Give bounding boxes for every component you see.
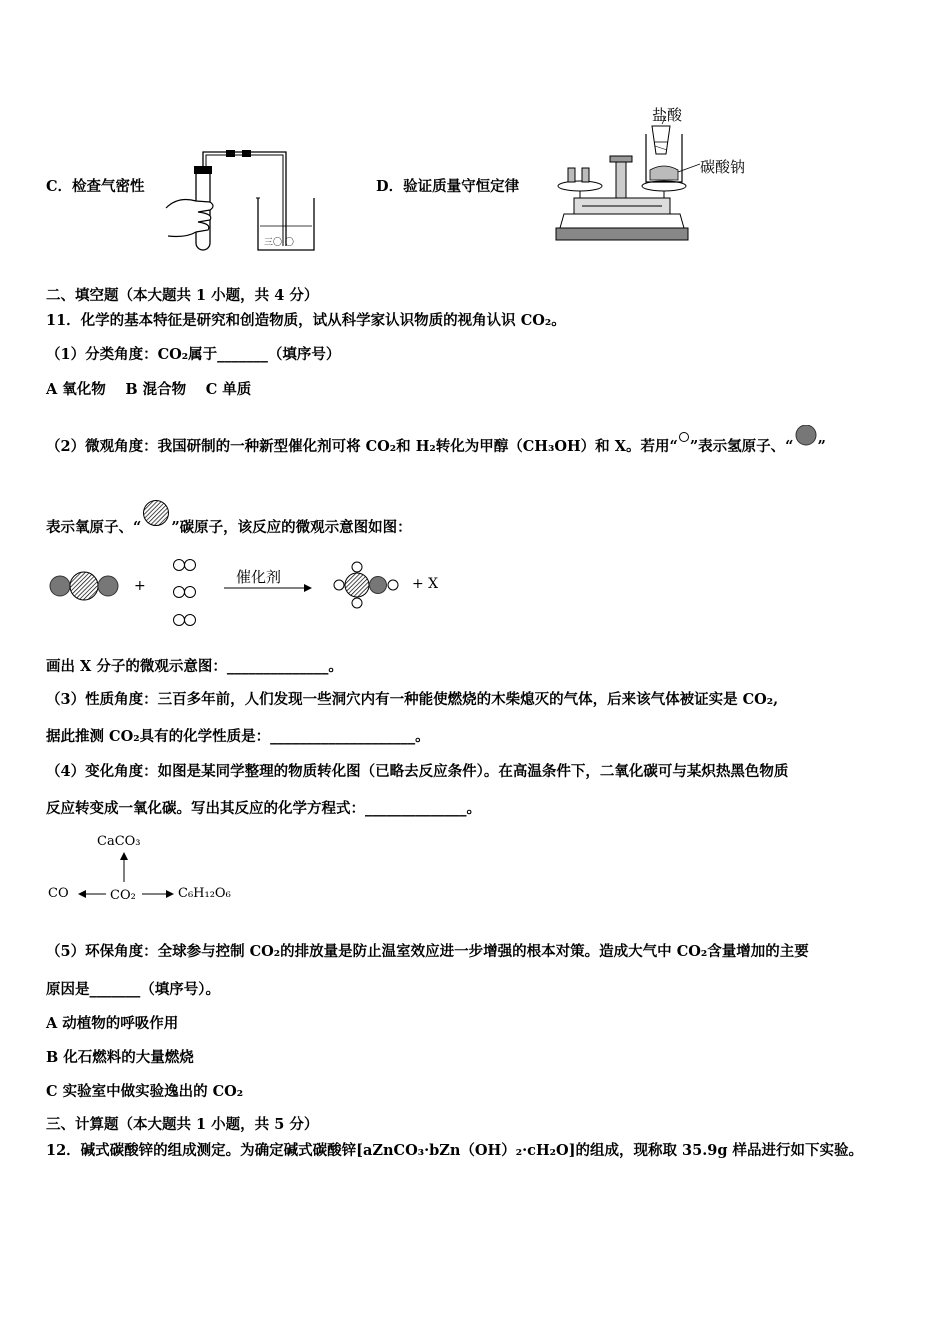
option-d-label: D．验证质量守恒定律 bbox=[376, 178, 520, 195]
q11-part3-line-b: 据此推测 CO₂具有的化学性质是：____________________。 bbox=[46, 728, 430, 745]
co2-oxygen-right bbox=[98, 576, 118, 596]
product-plus-x: + X bbox=[412, 576, 439, 592]
q11-part1-options: A 氧化物 B 混合物 C 单质 bbox=[46, 381, 252, 398]
q11-part2-line-b bbox=[46, 500, 412, 538]
methanol-carbon bbox=[345, 573, 369, 597]
q11-part2-text-end: ” bbox=[817, 438, 826, 455]
q11-part2-text-a: （2）微观角度：我国研制的一种新型催化剂可将 CO₂和 H₂转化为甲醇（CH₃OH）和 X。若用“ bbox=[46, 438, 678, 455]
h2-molecule bbox=[174, 615, 196, 626]
airtightness-apparatus-figure bbox=[158, 146, 318, 256]
section3-header: 三、计算题（本大题共 1 小题，共 5 分） bbox=[46, 1116, 319, 1133]
sodium-carbonate-label: 碳酸钠 bbox=[700, 158, 746, 176]
glucose-label: C₆H₁₂O₆ bbox=[178, 886, 231, 901]
transformation-diagram-arrows bbox=[46, 830, 266, 910]
co2-oxygen-left bbox=[50, 576, 70, 596]
q11-part4-line-b: 反应转变成一氧化碳。写出其反应的化学方程式：______________。 bbox=[46, 800, 481, 817]
h2-molecule bbox=[174, 587, 196, 598]
hydrogen-atom-icon bbox=[678, 431, 690, 445]
q11-part5-option-b: B 化石燃料的大量燃烧 bbox=[46, 1049, 194, 1066]
q11-draw-x: 画出 X 分子的微观示意图：______________。 bbox=[46, 658, 343, 675]
q12-stem: 12．碱式碳酸锌的组成测定。为确定碱式碳酸锌[aZnCO₃·bZn（OH）₂·cH₂O]的组成，现称取 35.9g 样品进行如下实验。 bbox=[46, 1142, 864, 1159]
h2-molecule bbox=[174, 560, 196, 571]
q11-part2-text-b-start: 表示氧原子、“ bbox=[46, 519, 142, 536]
methanol-oxygen bbox=[370, 577, 387, 594]
q11-part5-line-b: 原因是_______（填序号）。 bbox=[46, 981, 220, 998]
catalyst-label: 催化剂 bbox=[236, 568, 282, 586]
carbon-atom-icon bbox=[141, 500, 171, 528]
q11-part2-text-b-end: ”碳原子，该反应的微观示意图如图： bbox=[171, 519, 412, 536]
q11-part4-line-a: （4）变化角度：如图是某同学整理的物质转化图（已略去反应条件）。在高温条件下，二氧化碳可与某炽热黑色物质 bbox=[46, 763, 789, 780]
reactant-plus: + bbox=[134, 578, 146, 594]
acid-label: 盐酸 bbox=[652, 106, 683, 124]
option-c-label: C．检查气密性 bbox=[46, 178, 145, 195]
q11-part5-option-c: C 实验室中做实验逸出的 CO₂ bbox=[46, 1083, 244, 1100]
co2-label: CO₂ bbox=[110, 888, 136, 903]
q11-part2-text-mid: ”表示氢原子、“ bbox=[689, 438, 794, 455]
q11-part1: （1）分类角度：CO₂属于_______（填序号） bbox=[46, 346, 341, 363]
oxygen-atom-icon bbox=[794, 425, 818, 449]
q11-part5-option-a: A 动植物的呼吸作用 bbox=[46, 1015, 179, 1032]
co-label: CO bbox=[48, 886, 69, 901]
svg-text:三〇 〇: 三〇 〇 bbox=[264, 238, 294, 248]
q11-stem: 11．化学的基本特征是研究和创造物质，试从科学家认识物质的视角认识 CO₂。 bbox=[46, 312, 566, 329]
co2-carbon bbox=[70, 572, 98, 600]
caco3-label: CaCO₃ bbox=[97, 834, 141, 849]
q11-part3-line-a: （3）性质角度：三百多年前，人们发现一些洞穴内有一种能使燃烧的木柴熄灭的气体，后来该气体被证实是 CO₂, bbox=[46, 691, 779, 708]
q11-part5-line-a: （5）环保角度：全球参与控制 CO₂的排放量是防止温室效应进一步增强的根本对策。造成大气中 CO₂含量增加的主要 bbox=[46, 943, 809, 960]
section2-header: 二、填空题（本大题共 1 小题，共 4 分） bbox=[46, 287, 319, 304]
q11-part2-line-a bbox=[46, 425, 826, 457]
